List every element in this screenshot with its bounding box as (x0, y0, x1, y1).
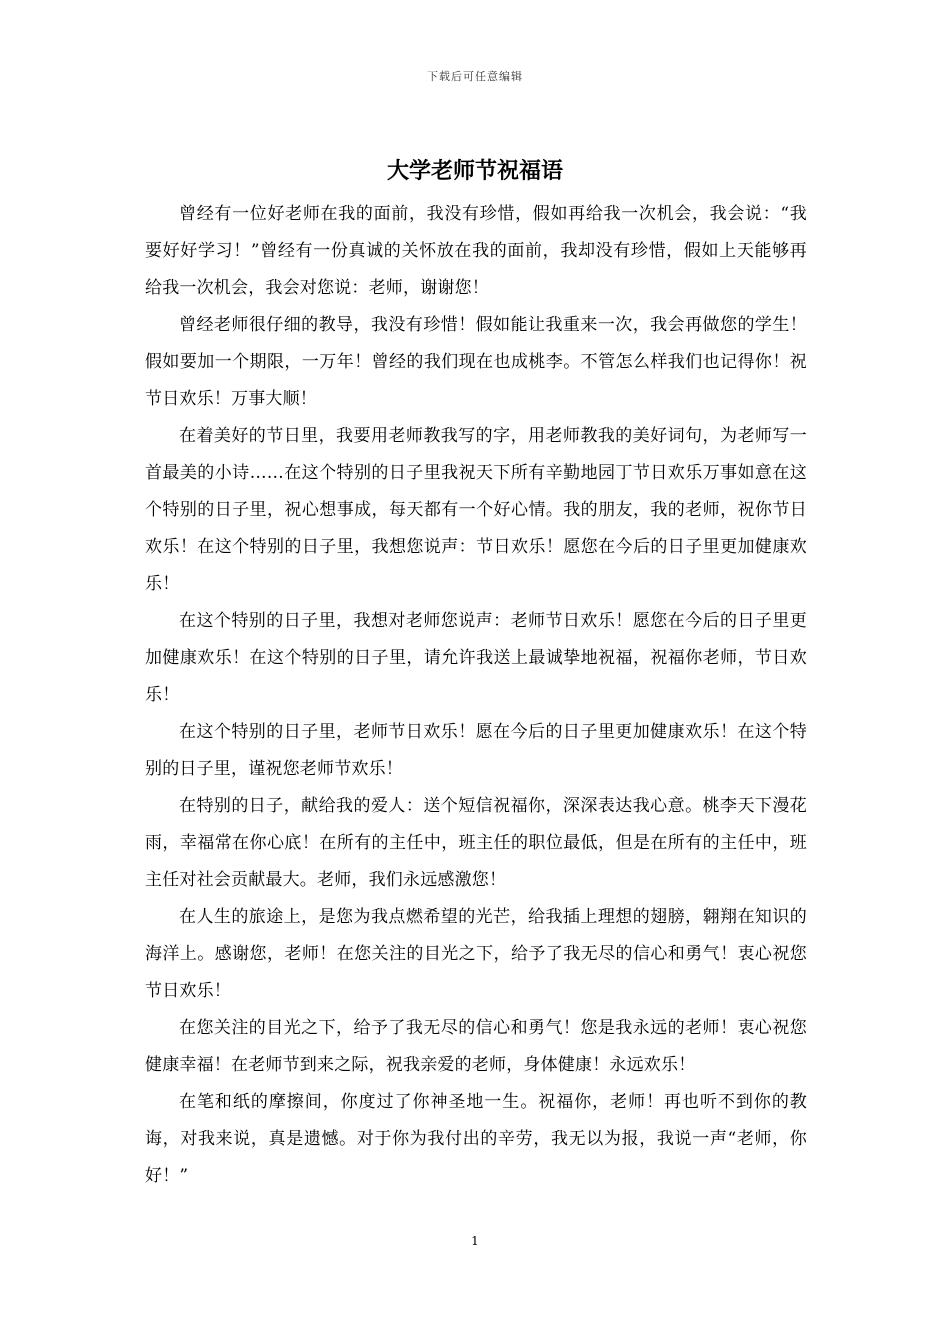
paragraph: 在笔和纸的摩擦间，你度过了你神圣地一生。祝福你，老师！再也听不到你的教诲，对我来说，真是遗憾。对于你为我付出的辛劳，我无以为报，我说一声“老师，你好！” (145, 1092, 807, 1186)
paragraph: 曾经老师很仔细的教导，我没有珍惜！假如能让我重来一次，我会再做您的学生！假如要加一个期限，一万年！曾经的我们现在也成桃李。不管怎么样我们也记得你！祝节日欢乐！万事大顺！ (145, 315, 807, 409)
paragraph: 在人生的旅途上，是您为我点燃希望的光芒，给我插上理想的翅膀，翱翔在知识的海洋上。感谢您，老师！在您关注的目光之下，给予了我无尽的信心和勇气！衷心祝您节日欢乐！ (145, 907, 807, 1001)
document-title: 大学老师节祝福语 (386, 158, 563, 184)
paragraph: 在着美好的节日里，我要用老师教我写的字，用老师教我的美好词句，为老师写一首最美的小诗……在这个特别的日子里我祝天下所有辛勤地园丁节日欢乐万事如意在这个特别的日子里，祝心想事成，每天都有一个好心情。我的朋友，我的老师，祝你节日欢乐！在这个特别的日子里，我想您说声：节日欢乐！愿您在今后的日子里更加健康欢乐！ (145, 426, 807, 594)
paragraph: 在特别的日子，献给我的爱人：送个短信祝福你，深深表达我心意。桃李天下漫花雨，幸福常在你心底！在所有的主任中，班主任的职位最低，但是在所有的主任中，班主任对社会贡献最大。老师，我们永远感激您！ (145, 796, 807, 890)
document-body (145, 196, 807, 1195)
paragraph: 在这个特别的日子里，我想对老师您说声：老师节日欢乐！愿您在今后的日子里更加健康欢乐！在这个特别的日子里，请允许我送上最诚挚地祝福，祝福你老师，节日欢乐！ (145, 611, 807, 705)
header-note: 下载后可任意编辑 (427, 70, 523, 83)
paragraph: 在您关注的目光之下，给予了我无尽的信心和勇气！您是我永远的老师！衷心祝您健康幸福！在老师节到来之际，祝我亲爱的老师，身体健康！永远欢乐！ (145, 1018, 807, 1075)
paragraph: 曾经有一位好老师在我的面前，我没有珍惜，假如再给我一次机会，我会说：“我要好好学习！”曾经有一份真诚的关怀放在我的面前，我却没有珍惜，假如上天能够再给我一次机会，我会对您说：老师，谢谢您！ (145, 204, 807, 298)
paragraph: 在这个特别的日子里，老师节日欢乐！愿在今后的日子里更加健康欢乐！在这个特别的日子里，谨祝您老师节欢乐！ (145, 722, 807, 779)
page-number: 1 (471, 1234, 479, 1248)
